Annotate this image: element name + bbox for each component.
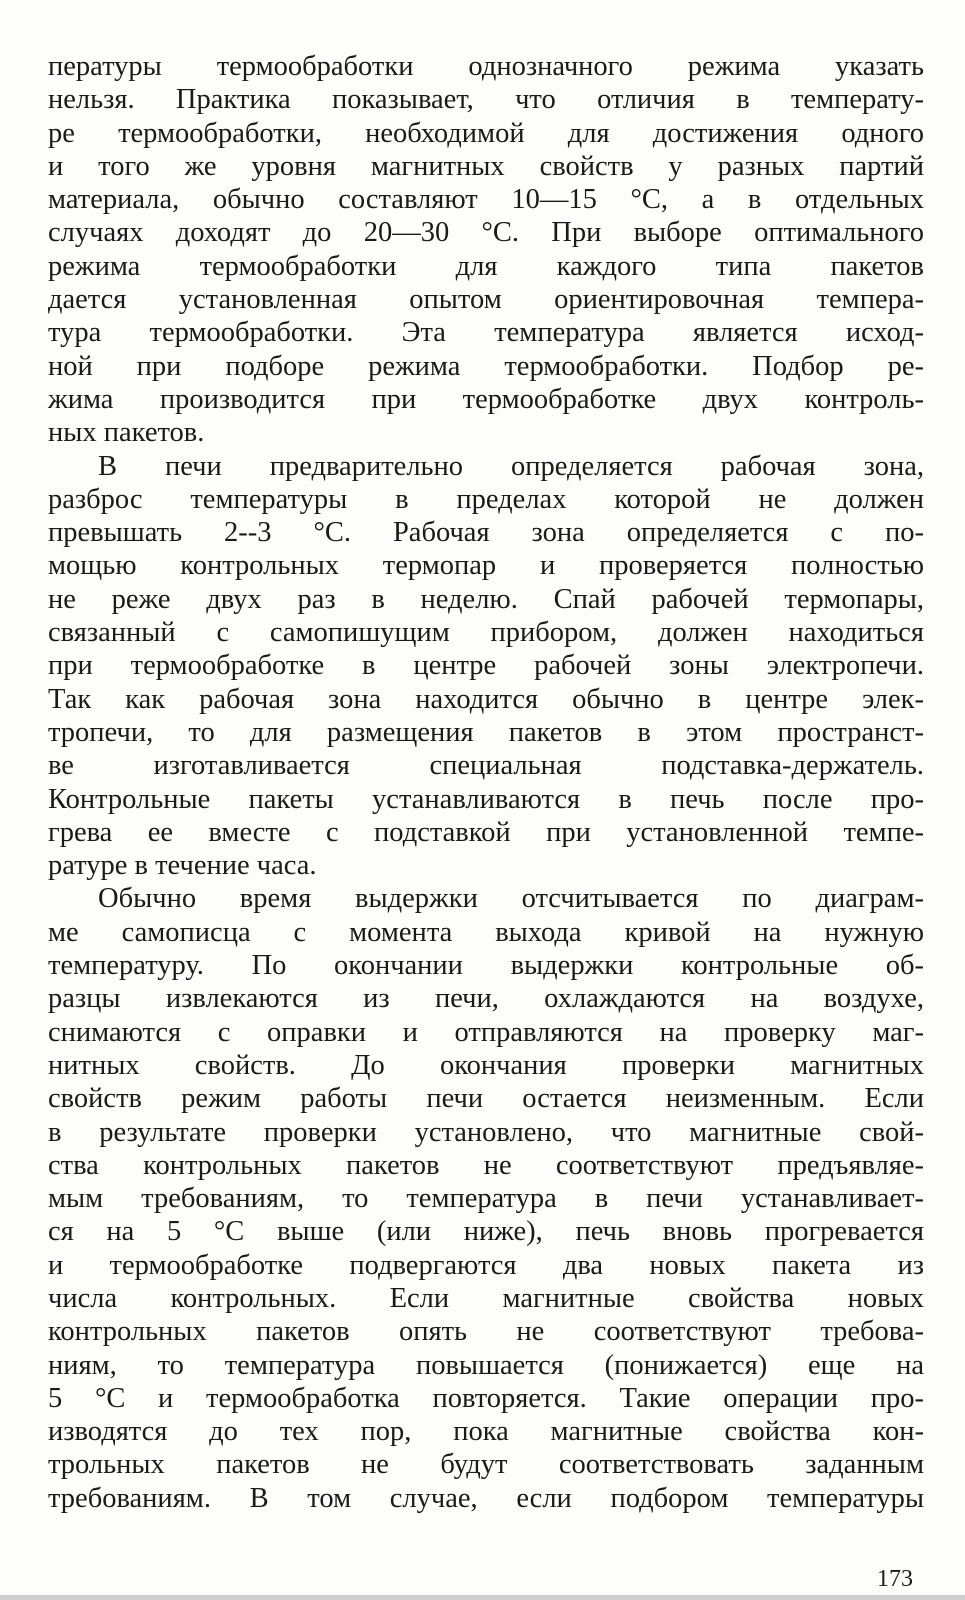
text-line: тура термообработки. Эта температура является исход- xyxy=(48,317,924,349)
text-line: грева ее вместе с подставкой при установленной темпе- xyxy=(48,816,924,848)
text-line: мощью контрольных термопар и проверяется полностью xyxy=(48,550,924,582)
text-line: и того же уровня магнитных свойств у разных партий xyxy=(48,150,924,182)
body-text xyxy=(48,50,924,1515)
text-line: ме самописца с момента выхода кривой на нужную xyxy=(48,916,924,948)
text-line: контрольных пакетов опять не соответствуют требова- xyxy=(48,1316,924,1348)
text-line: в результате проверки установлено, что магнитные свой- xyxy=(48,1116,924,1148)
text-line: разброс температуры в пределах которой не должен xyxy=(48,483,924,515)
text-line: ся на 5 °С выше (или ниже), печь вновь прогревается xyxy=(48,1216,924,1248)
text-line: свойств режим работы печи остается неизменным. Если xyxy=(48,1083,924,1115)
text-line: случаях доходят до 20—30 °С. При выборе оптимального xyxy=(48,217,924,249)
text-line: связанный с самопишущим прибором, должен находиться xyxy=(48,617,924,649)
text-line: ве изготавливается специальная подставка-держатель. xyxy=(48,750,924,782)
text-line: дается установленная опытом ориентировочная темпера- xyxy=(48,284,924,316)
text-line: нельзя. Практика показывает, что отличия в температу- xyxy=(48,84,924,116)
text-line: 5 °С и термообработка повторяется. Такие операции про- xyxy=(48,1382,924,1414)
text-line: тропечи, то для размещения пакетов в этом пространст- xyxy=(48,716,924,748)
text-line: не реже двух раз в неделю. Спай рабочей термопары, xyxy=(48,583,924,615)
text-line: пературы термообработки однозначного режима указать xyxy=(48,51,924,82)
text-line: ных пакетов. xyxy=(48,417,205,449)
text-line: и термообработке подвергаются два новых пакета из xyxy=(48,1249,924,1281)
text-line: изводятся до тех пор, пока магнитные свойства кон- xyxy=(48,1416,924,1448)
page-number: 173 xyxy=(877,1566,913,1592)
paragraph-first-line: Обычно время выдержки отсчитывается по диаграм- xyxy=(98,883,924,915)
text-line: Контрольные пакеты устанавливаются в печь после про- xyxy=(48,783,924,815)
text-line: жима производится при термообработке двух контроль- xyxy=(48,383,924,415)
text-line: трольных пакетов не будут соответствовать заданным xyxy=(48,1449,924,1481)
text-line: числа контрольных. Если магнитные свойства новых xyxy=(48,1282,924,1314)
text-line: ниям, то температура повышается (понижается) еще на xyxy=(48,1349,924,1381)
text-line: ной при подборе режима термообработки. Подбор ре- xyxy=(48,350,924,382)
text-line: требованиям. В том случае, если подбором температуры xyxy=(48,1482,924,1514)
page-bottom-edge xyxy=(0,1595,965,1600)
text-line: температуру. По окончании выдержки контрольные об- xyxy=(48,950,924,982)
text-line: Так как рабочая зона находится обычно в центре элек- xyxy=(48,683,924,715)
text-line: снимаются с оправки и отправляются на проверку маг- xyxy=(48,1016,924,1048)
text-line: ратуре в течение часа. xyxy=(48,850,317,882)
text-line: ства контрольных пакетов не соответствуют предъявляе- xyxy=(48,1149,924,1181)
text-line: мым требованиям, то температура в печи устанавливает- xyxy=(48,1183,924,1215)
text-line: материала, обычно составляют 10—15 °С, а в отдельных xyxy=(48,184,924,216)
paragraph-first-line: В печи предварительно определяется рабочая зона, xyxy=(98,450,924,482)
text-line: при термообработке в центре рабочей зоны электропечи. xyxy=(48,650,924,682)
text-line: ре термообработки, необходимой для достижения одного xyxy=(48,117,924,149)
text-line: режима термообработки для каждого типа пакетов xyxy=(48,250,924,282)
text-line: нитных свойств. До окончания проверки магнитных xyxy=(48,1049,924,1081)
text-line: превышать 2--3 °С. Рабочая зона определяется с по- xyxy=(48,517,924,549)
text-line: разцы извлекаются из печи, охлаждаются на воздухе, xyxy=(48,983,924,1015)
